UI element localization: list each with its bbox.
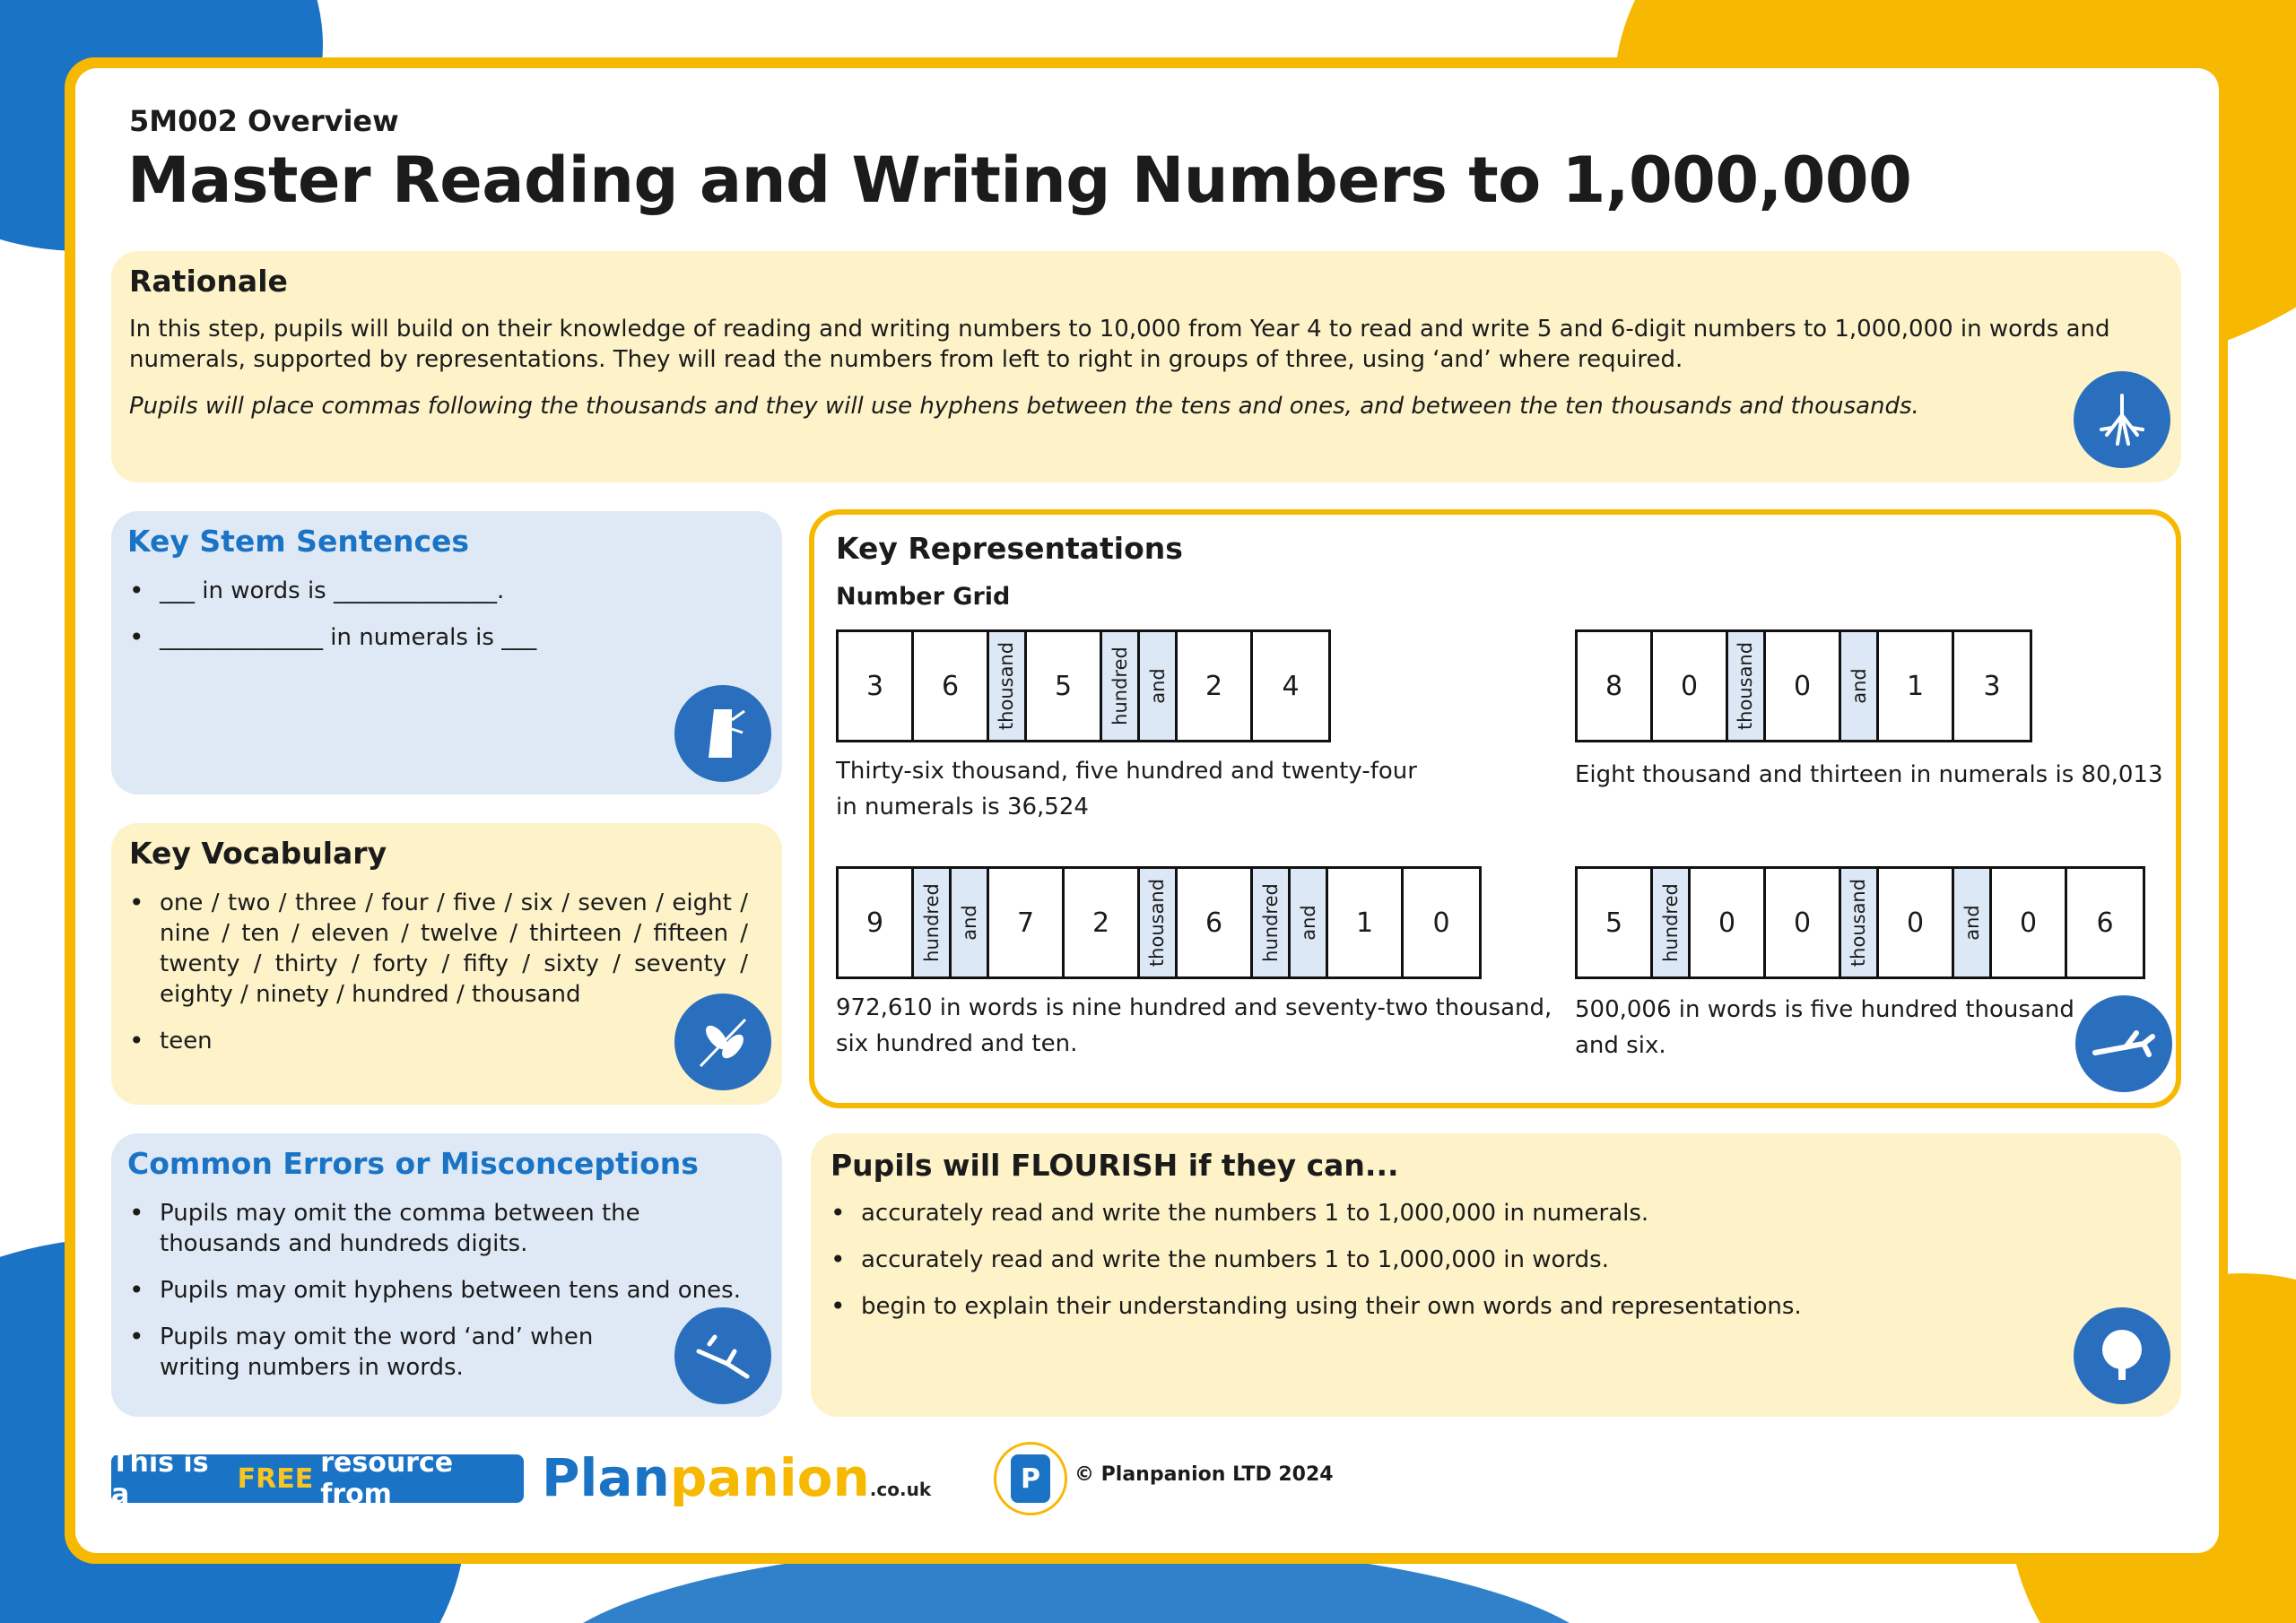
tree-stump-icon — [674, 685, 771, 782]
grid-digit-cell — [1065, 869, 1140, 976]
page-title: Master Reading and Writing Numbers to 1,000,000 — [127, 143, 1912, 217]
grid-cell-text: and — [958, 905, 980, 941]
grid-digit-cell — [1578, 869, 1653, 976]
grid-digit-cell — [1954, 632, 2030, 740]
broken-branch-icon — [674, 1307, 771, 1404]
vocab-item: • one / two / three / four / five / six / seven / eight / nine / ten / eleven / twelve / thirteen / fifteen / twenty / thirty / forty / fifty / sixty / seventy / eighty / ninety / hundred / thousand — [129, 888, 748, 1010]
grid-digit-cell — [1691, 869, 1766, 976]
grid-caption-4 — [1575, 992, 2077, 1063]
grid-cell-text: 5 — [1605, 907, 1623, 939]
grid-caption-1 — [836, 753, 1464, 825]
grid-digit-cell — [989, 869, 1065, 976]
grid-cell-text: hundred — [1259, 883, 1282, 962]
grid-cell-text: 6 — [1205, 907, 1223, 939]
grid-word-cell — [1841, 632, 1879, 740]
grid-caption-3 — [836, 990, 1553, 1062]
caption-line: Eight thousand and thirteen in numerals is 80,013 — [1575, 761, 2163, 788]
errors-list — [129, 1198, 757, 1399]
rationale-paragraph-1: In this step, pupils will build on their knowledge of reading and writing numbers to 10,000 from Year 4 to read and write 5 and 6-digit numbers to 1,000,000 in words and numerals, supported by representations. They will read the numbers from left to right in groups of three, using ‘and’ where required. — [129, 316, 2110, 373]
rationale-panel — [111, 251, 2181, 482]
grid-cell-text: 1 — [1906, 670, 1925, 702]
caption-line: Thirty-six thousand, five hundred and twenty-four — [836, 758, 1417, 785]
error-item: • Pupils may omit the comma between the thousands and hundreds digits. — [129, 1198, 757, 1259]
grid-cell-text: and — [1961, 905, 1983, 941]
grid-digit-cell — [1027, 632, 1102, 740]
grid-cell-text: 8 — [1605, 670, 1623, 702]
grid-cell-text: thousand — [996, 641, 1018, 731]
grid-digit-cell — [1879, 869, 1954, 976]
reps-title: Key Representations — [836, 531, 1183, 566]
grid-word-cell — [1140, 869, 1178, 976]
grid-word-cell — [1140, 632, 1178, 740]
grid-cell-text: 1 — [1355, 907, 1374, 939]
caption-line: and six. — [1575, 1032, 1666, 1059]
vocab-title: Key Vocabulary — [129, 836, 387, 871]
grid-cell-text: thousand — [1146, 878, 1169, 968]
overview-code: 5M002 Overview — [129, 104, 399, 138]
grid-word-cell — [952, 869, 989, 976]
grid-cell-text: 6 — [941, 670, 960, 702]
number-grid-1 — [836, 629, 1331, 742]
flourish-item: • accurately read and write the numbers 1 to 1,000,000 in numerals. — [831, 1198, 2068, 1228]
stem-list — [129, 576, 757, 669]
grid-cell-text: and — [1146, 668, 1169, 704]
representations-panel — [809, 509, 2181, 1108]
grid-cell-text: 5 — [1054, 670, 1073, 702]
stem-title: Key Stem Sentences — [127, 524, 470, 559]
grid-cell-text: and — [1297, 905, 1319, 941]
grid-word-cell — [914, 869, 952, 976]
grid-word-cell — [1954, 869, 1992, 976]
logo-domain: .co.uk — [869, 1479, 932, 1500]
grid-cell-text: 0 — [1718, 907, 1736, 939]
grid-digit-cell — [1253, 632, 1328, 740]
reps-subtitle: Number Grid — [836, 583, 1011, 611]
flourish-list — [831, 1198, 2068, 1338]
flourish-title: Pupils will FLOURISH if they can... — [831, 1148, 1399, 1183]
number-grid-4 — [1575, 866, 2145, 979]
vocab-list — [129, 888, 748, 1072]
copyright-text: © Planpanion LTD 2024 — [1074, 1463, 1334, 1486]
grid-digit-cell — [1766, 632, 1841, 740]
banner-suffix: resource from — [320, 1447, 454, 1510]
banner-highlight: FREE — [237, 1462, 314, 1495]
grid-cell-text: 2 — [1205, 670, 1223, 702]
grid-digit-cell — [839, 869, 914, 976]
free-resource-banner — [111, 1447, 524, 1510]
grid-digit-cell — [1653, 632, 1728, 740]
stem-panel — [111, 511, 782, 794]
flourish-item: • begin to explain their understanding using their own words and representations. — [831, 1291, 2068, 1322]
caption-line: six hundred and ten. — [836, 1030, 1078, 1057]
caption-line: 972,610 in words is nine hundred and seventy-two thousand, — [836, 994, 1552, 1021]
stem-item: • ___ in words is ______________. — [129, 576, 757, 606]
flourish-panel — [811, 1133, 2181, 1417]
flourish-item: • accurately read and write the numbers 1 to 1,000,000 in words. — [831, 1245, 2068, 1275]
grid-word-cell — [1291, 869, 1328, 976]
grid-cell-text: 9 — [865, 907, 884, 939]
vocab-panel — [111, 823, 782, 1105]
number-grid-3 — [836, 866, 1482, 979]
errors-panel — [111, 1133, 782, 1417]
footer-badge-icon — [994, 1442, 1067, 1515]
rationale-title: Rationale — [129, 264, 288, 299]
badge-p-icon: P — [1011, 1454, 1050, 1503]
vocab-item: • teen — [129, 1026, 748, 1056]
logo-part-2: panion — [669, 1447, 870, 1508]
grid-cell-text: 7 — [1016, 907, 1035, 939]
grid-digit-cell — [1578, 632, 1653, 740]
grid-digit-cell — [1766, 869, 1841, 976]
grid-word-cell — [1102, 632, 1140, 740]
grid-caption-2 — [1575, 757, 2167, 793]
number-grid-2 — [1575, 629, 2032, 742]
grid-word-cell — [1253, 869, 1291, 976]
grid-word-cell — [1653, 869, 1691, 976]
grid-cell-text: 2 — [1091, 907, 1110, 939]
grid-cell-text: 0 — [2019, 907, 2038, 939]
branch-icon — [2075, 995, 2172, 1092]
grid-digit-cell — [914, 632, 989, 740]
errors-title: Common Errors or Misconceptions — [127, 1146, 699, 1181]
rationale-paragraph-2: Pupils will place commas following the thousands and they will use hyphens between the tens and ones, and between the ten thousands and thousands. — [129, 393, 1919, 420]
error-item: • Pupils may omit hyphens between tens and ones. — [129, 1275, 757, 1306]
error-item: • Pupils may omit the word ‘and’ when writing numbers in words. — [129, 1322, 757, 1383]
grid-cell-text: 0 — [1793, 670, 1812, 702]
grid-digit-cell — [1328, 869, 1404, 976]
caption-line: 500,006 in words is five hundred thousand — [1575, 996, 2074, 1023]
grid-digit-cell — [1178, 869, 1253, 976]
grid-cell-text: thousand — [1848, 878, 1870, 968]
caption-line: in numerals is 36,524 — [836, 794, 1089, 820]
grid-cell-text: 0 — [1432, 907, 1450, 939]
tree-icon — [2074, 1307, 2170, 1404]
grid-cell-text: 4 — [1282, 670, 1300, 702]
leaves-icon — [674, 994, 771, 1090]
grid-word-cell — [1841, 869, 1879, 976]
planpanion-logo[interactable] — [542, 1447, 931, 1508]
grid-cell-text: thousand — [1735, 641, 1757, 731]
grid-digit-cell — [2067, 869, 2143, 976]
grid-cell-text: hundred — [1659, 883, 1682, 962]
roots-icon — [2074, 371, 2170, 468]
grid-word-cell — [1728, 632, 1766, 740]
stem-item: • ______________ in numerals is ___ — [129, 622, 757, 653]
grid-digit-cell — [1992, 869, 2067, 976]
grid-cell-text: 6 — [2096, 907, 2114, 939]
logo-part-1: Plan — [542, 1447, 670, 1508]
grid-cell-text: hundred — [920, 883, 943, 962]
grid-word-cell — [989, 632, 1027, 740]
banner-prefix: This is a — [111, 1447, 209, 1510]
grid-cell-text: 0 — [1906, 907, 1925, 939]
grid-cell-text: hundred — [1109, 647, 1131, 725]
grid-digit-cell — [839, 632, 914, 740]
grid-cell-text: 0 — [1793, 907, 1812, 939]
grid-cell-text: 3 — [865, 670, 884, 702]
grid-cell-text: 3 — [1983, 670, 2001, 702]
grid-cell-text: 0 — [1680, 670, 1699, 702]
grid-cell-text: and — [1848, 668, 1870, 704]
grid-digit-cell — [1879, 632, 1954, 740]
grid-digit-cell — [1178, 632, 1253, 740]
grid-digit-cell — [1404, 869, 1479, 976]
